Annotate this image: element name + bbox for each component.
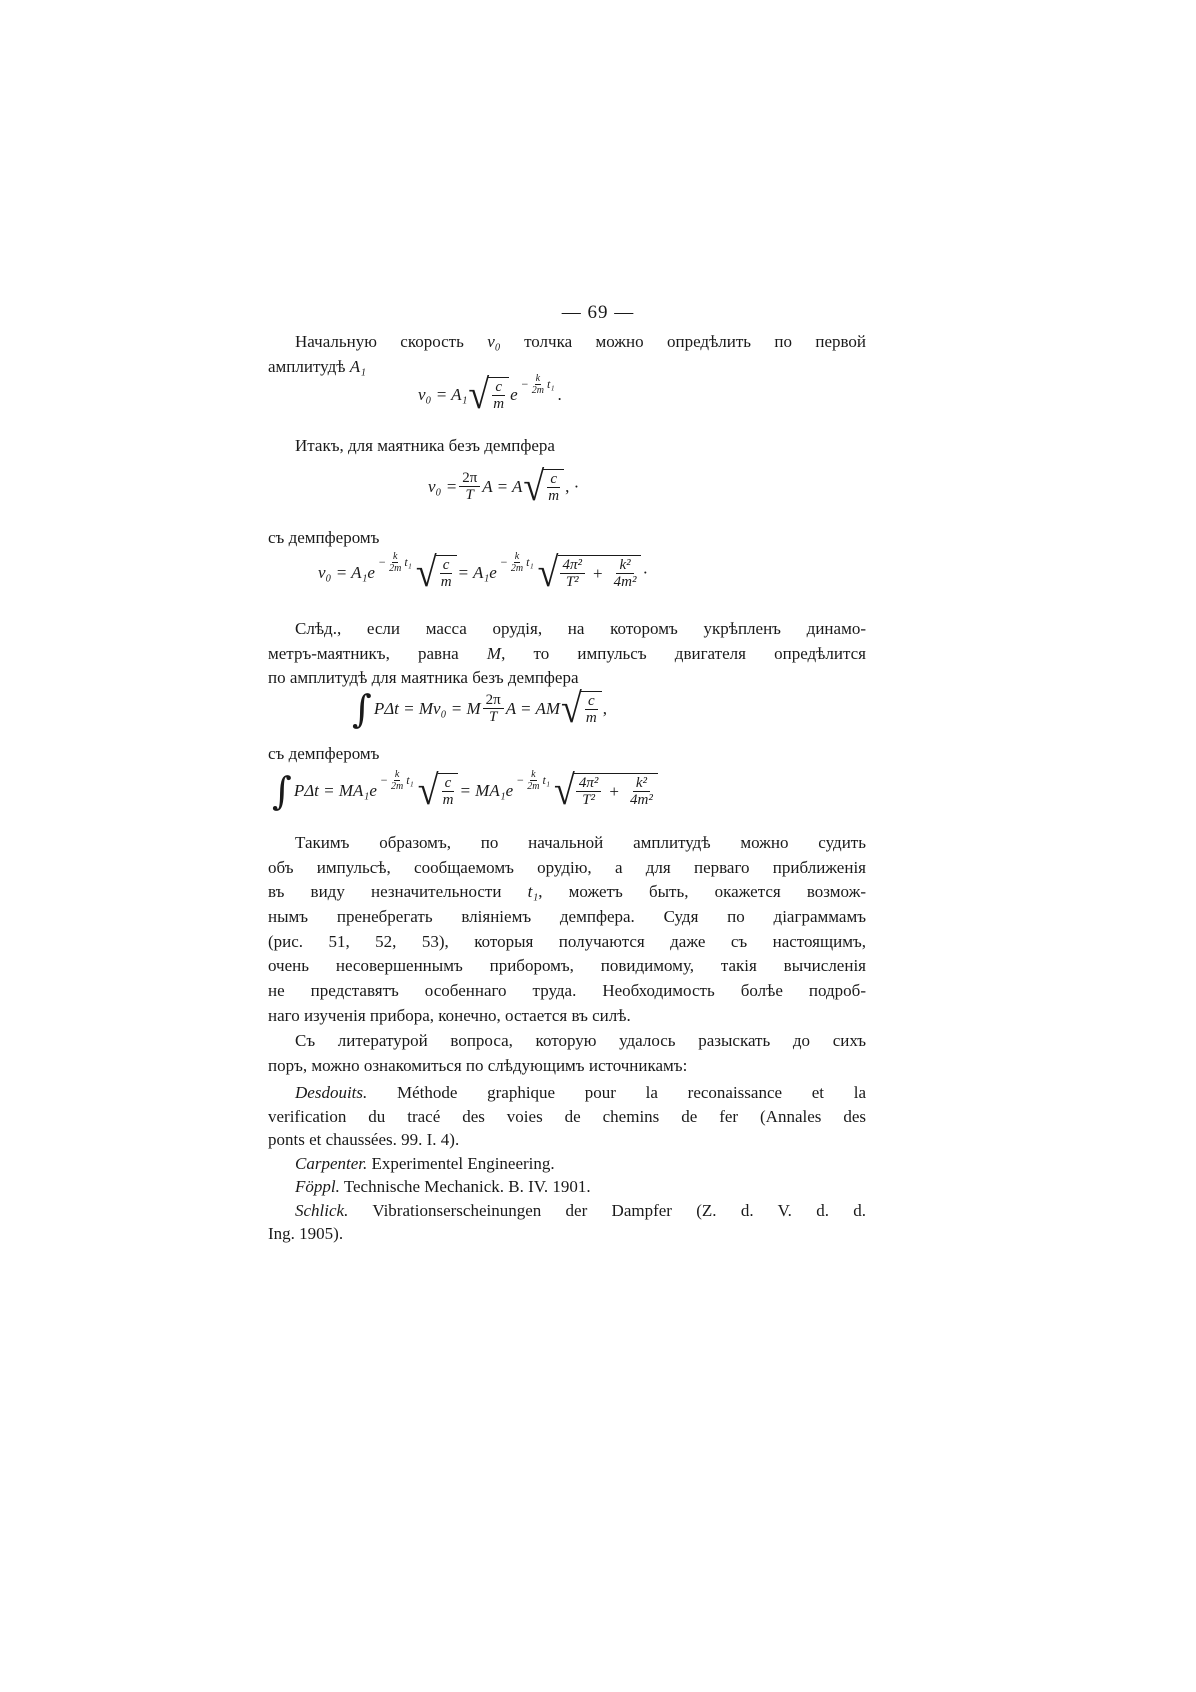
reference-desdouits: Desdouits. Méthode graphique pour la reconaissance et la xyxy=(295,1083,867,1102)
reference-schlick: Schlick. Vibrationserscheinungen der Dampfer (Z. d. V. d. d. xyxy=(295,1200,866,1220)
text-line: поръ, можно ознакомиться по слѣдующимъ источникамъ: xyxy=(268,1055,688,1075)
paragraph-with-damper-2 xyxy=(268,742,866,767)
text-line: Съ литературой вопроса, которую удалось разыскать до сихъ xyxy=(295,1031,866,1050)
text-line: метръ-маятникъ, равна M, то импульсъ двигателя опредѣлится xyxy=(268,643,866,663)
text-line: по амплитудѣ для маятника безъ демпфера xyxy=(268,668,579,688)
text-line: очень несовершеннымъ приборомъ, повидимому, такія вычисленія xyxy=(268,956,866,976)
equation-without-damper: v₀ = $\frac{2\pi}{T}$ A = A √ $\frac{c}{m}$ , · xyxy=(428,463,580,511)
text-line: не представятъ особеннаго труда. Необходимость болѣе подроб- xyxy=(268,981,866,1001)
text-line: Ing. 1905). xyxy=(268,1224,344,1243)
equation-initial-velocity: v₀ = A₁ √ $\frac{c}{m}$ e − $\frac{k}{2m}$ t₁ . xyxy=(418,371,562,419)
text-line: Такимъ образомъ, по начальной амплитудѣ можно судить xyxy=(295,833,866,852)
paragraph-conclusion xyxy=(268,831,866,1029)
page-number: — 69 — xyxy=(561,302,635,323)
reference-carpenter: Carpenter. Experimentel Engineering. xyxy=(295,1153,555,1173)
paragraph-with-damper-1 xyxy=(268,526,866,551)
equation-impulse-without-damper: ∫ PΔt = Mv₀ = M $\frac{2\pi}{T}$ A = AM √ $\frac{c}{m}$ , xyxy=(352,685,607,733)
sqrt-symbol: √ $\frac{c}{m}$ xyxy=(561,690,602,728)
reference-foppl: Föppl. Technische Mechanick. B. IV. 1901. xyxy=(295,1177,591,1196)
text-line: амплитудѣ A₁ xyxy=(268,356,367,376)
text-line: въ виду незначительности t₁, можетъ быть, окажется возмож- xyxy=(268,882,867,902)
text-line: наго изученія прибора, конечно, остается въ силѣ. xyxy=(268,1005,631,1025)
sqrt-symbol: √ $\frac{c}{m}$ xyxy=(468,376,509,414)
sqrt-symbol: √ $\frac{c}{m}$ xyxy=(523,468,564,506)
text-line: объ импульсѣ, сообщаемомъ орудію, а для перваго приближенія xyxy=(268,857,866,877)
equation-with-damper: v₀ = A₁e − $\frac{k}{2m}$ t₁ √ $\frac{c}{m}$ = A₁e − $\frac{k}{2m}$ t₁ √ $\frac{\text{4π²}}{\text{T²}}$ + $\frac{\text{k²}}{\text{4m²}}$ · xyxy=(318,549,649,597)
text-line: съ демпферомъ xyxy=(268,528,380,547)
sqrt-symbol: √ $\frac{\text{4π²}}{\text{T²}}$ + $\frac{\text{k²}}{\text{4m²}}$ xyxy=(538,554,642,592)
equation-impulse-with-damper: ∫ PΔt = MA₁e − $\frac{k}{2m}$ t₁ √ $\frac{c}{m}$ = MA₁e − $\frac{k}{2m}$ t₁ √ $\frac{\text{4π²}}{\text{T²}}$ + $\frac{\text{k²}}{\text{4m²}}$ xyxy=(272,772,659,810)
text-line: Итакъ, для маятника безъ демпфера xyxy=(295,436,555,455)
sqrt-symbol: √ $\frac{\text{4π²}}{\text{T²}}$ + $\frac{\text{k²}}{\text{4m²}}$ xyxy=(554,772,658,810)
text-line: (рис. 51, 52, 53), которыя получаются даже съ настоящимъ, xyxy=(268,931,866,951)
text-line: Слѣд., если масса орудія, на которомъ укрѣпленъ динамо- xyxy=(295,619,866,638)
text-line: ponts et chaussées. 99. I. 4). xyxy=(268,1130,460,1149)
sqrt-symbol: √ $\frac{c}{m}$ xyxy=(416,554,457,592)
paragraph-impulse xyxy=(268,617,866,691)
reference-list xyxy=(268,1081,866,1246)
paragraph-without-damper xyxy=(268,434,866,459)
sqrt-symbol: √ $\frac{c}{m}$ xyxy=(418,772,459,810)
integral-symbol: ∫ xyxy=(272,769,292,813)
paragraph-initial-velocity xyxy=(268,330,866,379)
paragraph-literature xyxy=(268,1029,866,1078)
integral-symbol: ∫ xyxy=(352,687,372,731)
text-line: нымъ пренебрегать вліяніемъ демпфера. Судя по діаграммамъ xyxy=(268,907,866,927)
text-line: съ демпферомъ xyxy=(268,744,380,763)
text-line: verification du tracé des voies de chemins de fer (Annales des xyxy=(268,1106,866,1126)
text-line: Начальную скорость v₀ толчка можно опредѣлить по первой xyxy=(295,332,867,351)
